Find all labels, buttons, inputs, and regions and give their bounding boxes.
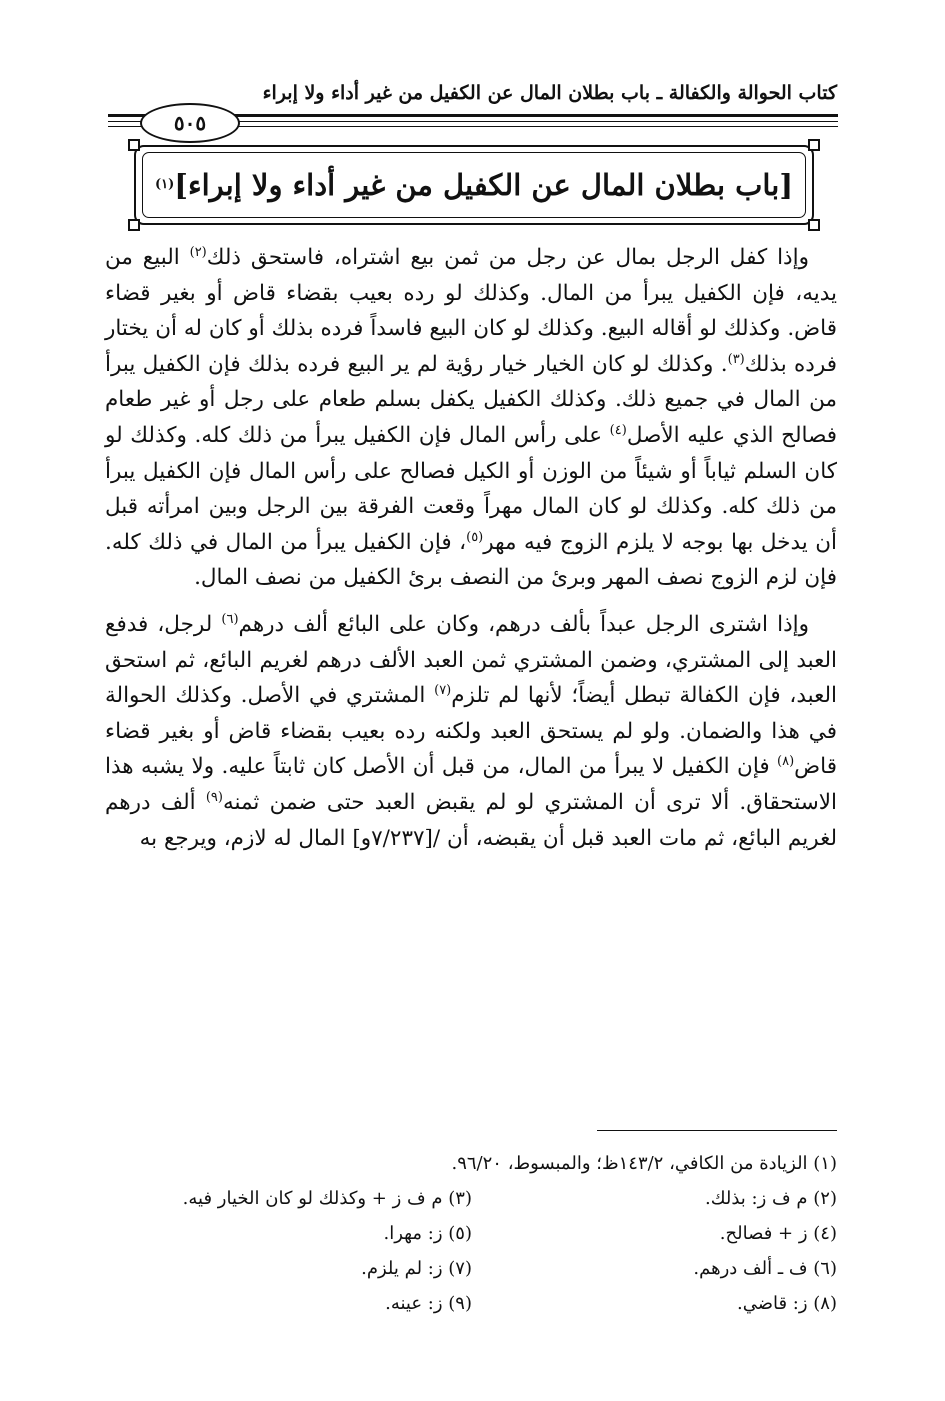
paragraph — [105, 607, 837, 856]
footnote-ref: (٣) — [727, 351, 745, 367]
footnote-row — [107, 1251, 837, 1286]
footnote-separator — [597, 1130, 837, 1131]
footnote-3: (٣) م ف ز + وكذلك لو كان الخيار فيه. — [182, 1188, 472, 1209]
footnote-7: (٧) ز: لم يلزم. — [361, 1258, 472, 1279]
footnote-4: (٤) ز + فصالح. — [719, 1223, 837, 1244]
text-run: البيع من يديه، فإن الكفيل يبرأ من المال. وكذلك لو رده بعيب بقضاء قاض أو بغير قضاء قاض. وكذلك لو أقاله البيع. وكذلك لو كان البيع فاسداً فرده بذلك أو كان له أن يختار فرده بذلك — [105, 245, 837, 377]
text-run: على رأس المال فإن الكفيل يبرأ من ذلك كله. وكذلك لو كان السلم ثياباً أو شيئاً من الوزن أو الكيل فصالح على رأس المال فإن الكفيل يبرأ من ذلك كله. وكذلك لو كان المال مهراً وقعت الفرقة بين الرجل وبين امرأته قبل أن يدخل بها بوجه لا يلزم الزوج فيه مهر — [105, 422, 838, 555]
footnote-ref: (٥) — [466, 529, 484, 545]
footnote-row — [107, 1286, 837, 1321]
chapter-title-text: [باب بطلان المال عن الكفيل من غير أداء ولا إبراء] — [174, 168, 794, 202]
footnote-9: (٩) ز: عينه. — [385, 1293, 472, 1314]
footnote-8: (٨) ز: قاضي. — [736, 1293, 837, 1314]
paragraph — [105, 240, 837, 596]
frame-corner-ornament — [128, 219, 140, 231]
footnote-row — [107, 1181, 837, 1216]
text-run: . وكذلك لو كان الخيار خيار رؤية لم ير البيع فرده بذلك فإن الكفيل يبرأ من المال في جميع ذلك. وكذلك الكفيل يكفل بسلم طعام على رجل أو غير طعام فصالح الذي عليه الأصل — [105, 351, 838, 448]
text-run: وإذا اشترى الرجل عبداً بألف درهم، وكان على البائع ألف درهم — [238, 611, 809, 637]
footnote-ref: (٤) — [609, 422, 627, 438]
chapter-title: [باب بطلان المال عن الكفيل من غير أداء ولا إبراء] (١) — [142, 152, 806, 218]
running-header: كتاب الحوالة والكفالة ـ باب بطلان المال عن الكفيل من غير أداء ولا إبراء — [262, 82, 837, 104]
footnote-ref: (٧) — [434, 682, 452, 698]
footnote-ref: (٦) — [221, 611, 239, 627]
text-run: وإذا كفل الرجل بمال عن رجل من ثمن بيع اشتراه، فاستحق ذلك — [206, 245, 809, 270]
footnote-row — [107, 1216, 837, 1251]
footnote-2: (٢) م ف ز: بذلك. — [704, 1188, 837, 1209]
footnote-ref: (٩) — [205, 789, 223, 805]
frame-corner-ornament — [128, 139, 140, 151]
footnote-1: (١) الزيادة من الكافي، ١٤٣/٢ظ؛ والمبسوط، ٩٦/٢٠. — [451, 1153, 837, 1174]
text-run: لرجل، فدفع العبد إلى المشتري، وضمن المشتري ثمن العبد الألف درهم لغريم البائع، ثم استحق العبد، فإن الكفالة تبطل أيضاً؛ لأنها لم تلزم — [105, 611, 837, 709]
footnote-5: (٥) ز: مهرا. — [383, 1223, 472, 1244]
text-run: ، فإن الكفيل يبرأ من المال في ذلك كله. فإن لزم الزوج نصف المهر وبرئ من النصف برئ الكفيل من نصف المال. — [105, 529, 837, 591]
text-run: فإن الكفيل لا يبرأ من المال، من قبل أن الأصل كان ثابتاً عليه. ولا يشبه هذا الاستحقاق. ألا ترى أن المشتري لو لم يقبض العبد حتى ضمن ثمنه — [105, 754, 837, 815]
footnote-6: (٦) ف ـ ألف درهم. — [693, 1258, 837, 1279]
footnote-ref: (٢) — [189, 244, 207, 260]
frame-corner-ornament — [808, 139, 820, 151]
footnotes — [107, 1146, 837, 1321]
page-number: ٥٠٥ — [140, 103, 240, 143]
footnote-ref: (٨) — [777, 754, 795, 770]
text-run: المشتري في الأصل. وكذلك الحوالة في هذا والضمان. ولو لم يستحق العبد ولكنه رده بعيب بقضاء قاض أو بغير قضاء قاض — [105, 683, 837, 780]
text-run: ألف درهم لغريم البائع، ثم مات العبد قبل أن يقبضه، أن /[٧/٢٣٧و] المال له لازم، ويرجع به — [105, 789, 837, 851]
frame-corner-ornament — [808, 219, 820, 231]
body-text — [105, 240, 837, 856]
